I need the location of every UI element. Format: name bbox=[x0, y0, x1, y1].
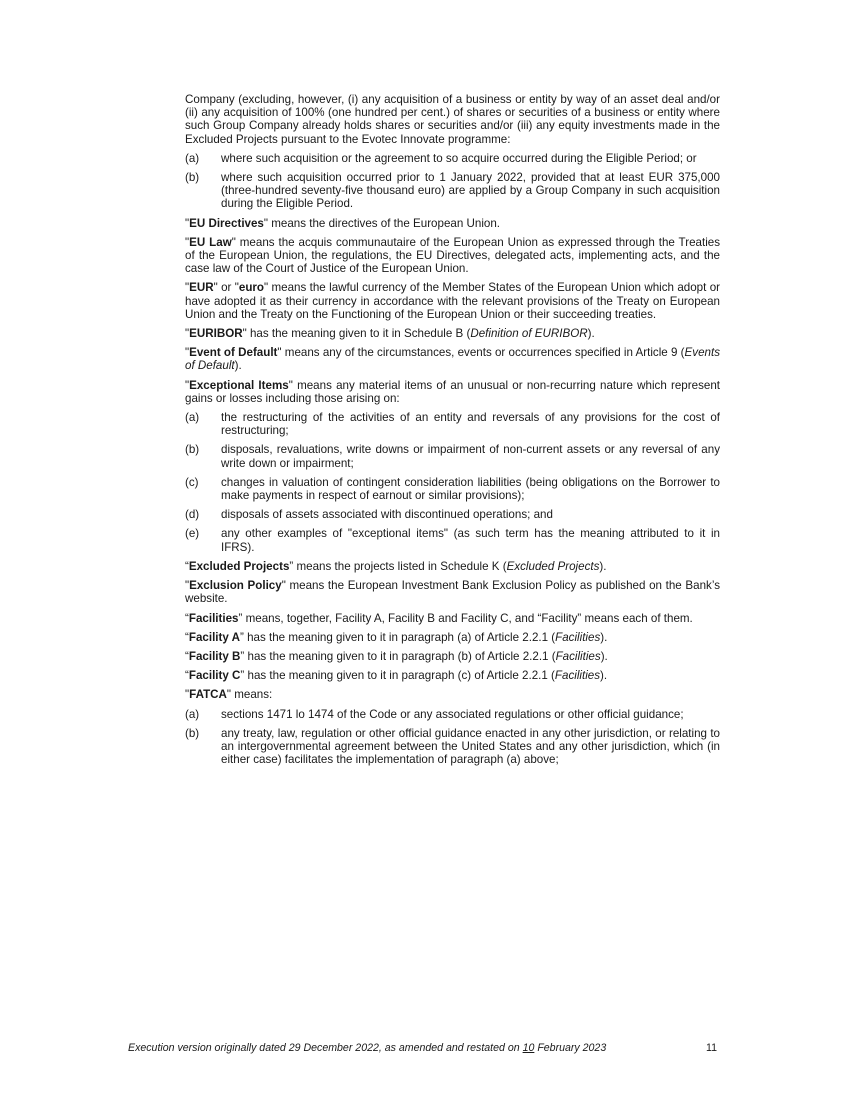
definition-fatca: "FATCA" means: bbox=[185, 688, 273, 702]
exceptional-item-a: (a) the restructuring of the activities of an entity and reversals of any provisions for the cost of restructuring; bbox=[185, 411, 720, 438]
definition-euribor: "EURIBOR" has the meaning given to it in Schedule B (Definition of EURIBOR). bbox=[185, 327, 595, 341]
intro-item-a: (a) where such acquisition or the agreement to so acquire occurred during the Eligible Period; or bbox=[185, 151, 697, 165]
definition-facility-b: “Facility B” has the meaning given to it in paragraph (b) of Article 2.2.1 (Facilities). bbox=[185, 649, 608, 663]
definition-eu-directives: "EU Directives" means the directives of the European Union. bbox=[185, 216, 501, 230]
exceptional-item-c: (c) changes in valuation of contingent consideration liabilities (being obligations on the Borrower to make payments in respect of earnout or similar provisions); bbox=[185, 475, 720, 503]
definition-exceptional-items: "Exceptional Items" means any material items of an unusual or non-recurring nature which represent gains or losses including those arising on: bbox=[185, 378, 720, 405]
page-number: 11 bbox=[706, 1042, 717, 1054]
definition-eur: "EUR" or "euro" means the lawful currency of the Member States of the European Union which adopt or have adopted it as their currency in accordance with the relevant provisions of the Treaty on European Union and the Treaty on the Functioning of the European Union or their succeeding treaties. bbox=[185, 281, 721, 321]
intro-paragraph: Company (excluding, however, (i) any acquisition of a business or entity by way of an asset deal and/or (ii) any acquisition of 100% (one hundred per cent.) of shares or securities of a business or entity where such Group Company already holds shares or securities and/or (iii) any equity investments made in the Excluded Projects pursuant to the Evotec Innovate programme: bbox=[185, 93, 720, 146]
exceptional-item-e: (e) any other examples of "exceptional items" (as such term has the meaning attributed to it in IFRS). bbox=[185, 527, 720, 554]
page-footer: Execution version originally dated 29 December 2022, as amended and restated on 10 February 2023 bbox=[128, 1042, 607, 1054]
exceptional-item-b: (b) disposals, revaluations, write downs or impairment of non-current assets or any reversal of any write down or impairment; bbox=[185, 443, 720, 470]
intro-item-b: (b) where such acquisition occurred prior to 1 January 2022, provided that at least EUR 375,000 (three-hundred seventy-five thousand euro) are applied by a Group Company in such acquisition during the Eligible Period. bbox=[185, 171, 720, 211]
document-body bbox=[185, 93, 720, 772]
definition-eu-law: "EU Law" means the acquis communautaire of the European Union as expressed through the Treaties of the European Union, the regulations, the EU Directives, delegated acts, implementing acts, and the case law of the Court of Justice of the European Union. bbox=[185, 235, 721, 276]
definition-excluded-projects: “Excluded Projects” means the projects listed in Schedule K (Excluded Projects). bbox=[185, 559, 607, 573]
definition-facilities: “Facilities” means, together, Facility A, Facility B and Facility C, and “Facility” means each of them. bbox=[185, 611, 693, 625]
fatca-item-a: (a) sections 1471 lo 1474 of the Code or any associated regulations or other official guidance; bbox=[185, 707, 684, 721]
definition-exclusion-policy: "Exclusion Policy" means the European Investment Bank Exclusion Policy as published on the Bank’s website. bbox=[185, 579, 720, 606]
fatca-item-b: (b) any treaty, law, regulation or other official guidance enacted in any other jurisdiction, or relating to an intergovernmental agreement between the United States and any other jurisdiction, which (in either case) facilitates the implementation of paragraph (a) above; bbox=[185, 726, 720, 767]
definition-facility-c: “Facility C” has the meaning given to it in paragraph (c) of Article 2.2.1 (Facilities). bbox=[185, 669, 608, 683]
definition-event-of-default: "Event of Default" means any of the circumstances, events or occurrences specified in Article 9 (Events of Default). bbox=[185, 346, 720, 373]
definition-facility-a: “Facility A” has the meaning given to it in paragraph (a) of Article 2.2.1 (Facilities). bbox=[185, 630, 608, 644]
exceptional-item-d: (d) disposals of assets associated with discontinued operations; and bbox=[185, 508, 553, 522]
